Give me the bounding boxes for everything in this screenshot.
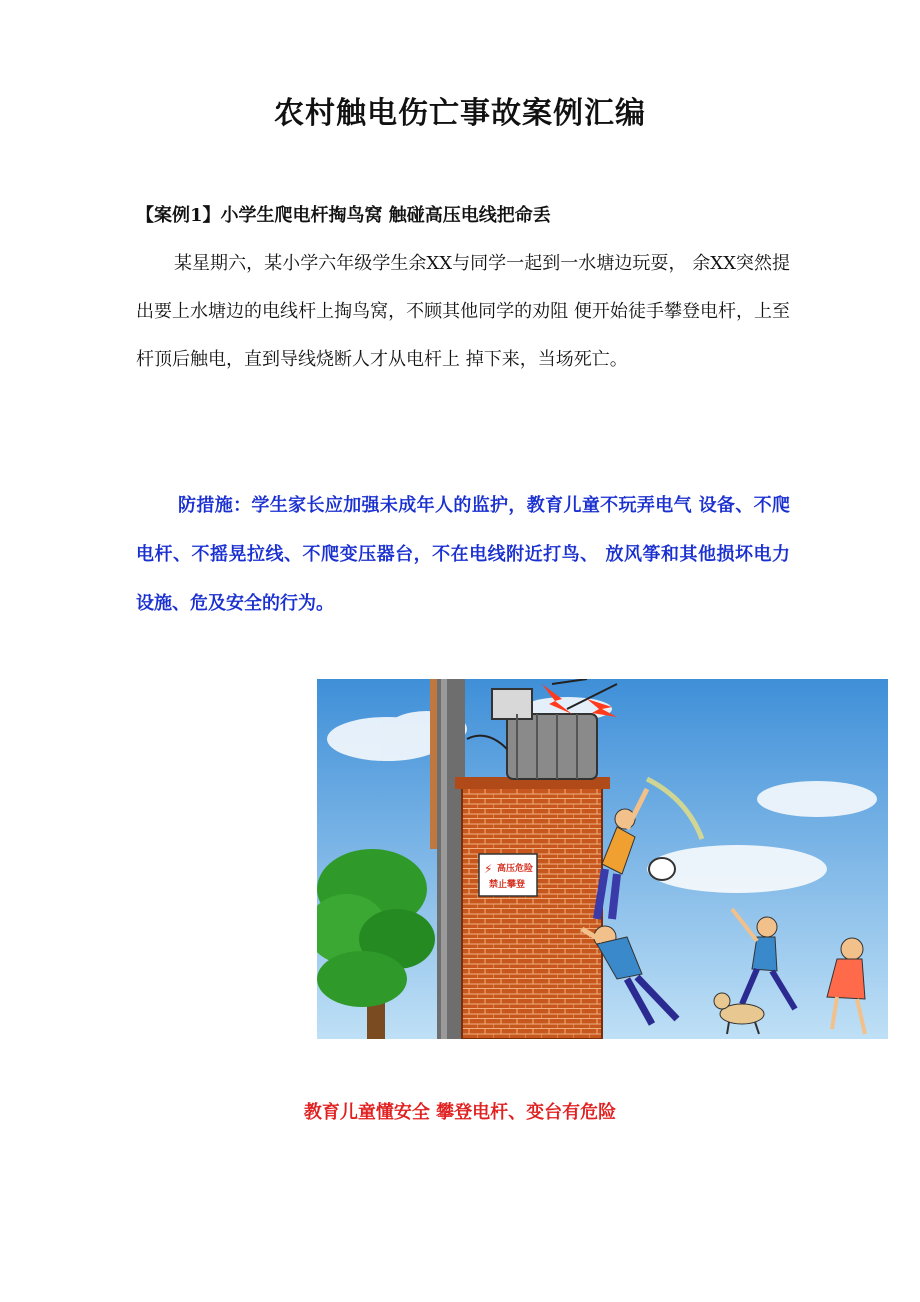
prevention-measures-paragraph: 防措施：学生家长应加强未成年人的监护，教育儿童不玩弄电气 设备、不爬电杆、不摇晃拉线、不爬变压器台，不在电线附近打鸟、 放风筝和其他损坏电力设施、危及安全的行为。	[136, 495, 790, 614]
case-body-paragraph: 某星期六，某小学六年级学生余XX与同学一起到一水塘边玩耍， 余XX突然提出要上水塘边的电线杆上掏鸟窝，不顾其他同学的劝阻 便开始徒手攀登电杆，上至杆顶后触电，直到导线烧断人才从电杆上 掉下来，当场死亡。	[136, 253, 790, 370]
sign-lightning-icon: ⚡	[484, 862, 493, 876]
falling-hat	[649, 858, 675, 880]
case-heading: 【案例1】小学生爬电杆掏鸟窝 触碰高压电线把命丢	[136, 205, 551, 226]
illustration-caption: 教育儿童懂安全 攀登电杆、变台有危险	[303, 1102, 617, 1123]
safety-illustration	[317, 679, 888, 1039]
brick-platform	[462, 784, 602, 1039]
document-title: 农村触电伤亡事故案例汇编	[274, 96, 646, 131]
warning-sign	[479, 854, 537, 896]
warning-sign-line1: 高压危险	[497, 864, 534, 874]
warning-sign-line2: 禁止攀登	[489, 880, 526, 890]
